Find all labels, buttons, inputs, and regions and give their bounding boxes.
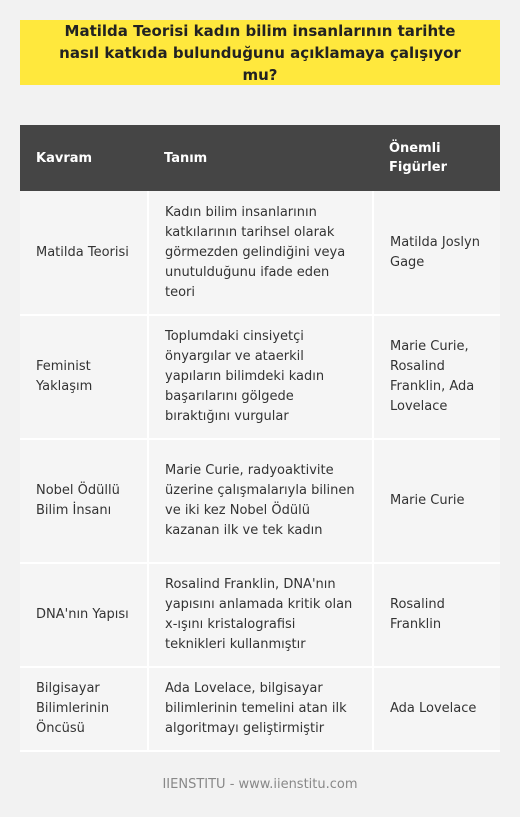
title-banner [20, 20, 500, 85]
figures-cell: Ada Lovelace [373, 667, 500, 751]
definition-cell: Marie Curie, radyoaktivite üzerine çalışmalarıyla bilinen ve iki kez Nobel Ödülü kazanan ilk ve tek kadın [148, 439, 373, 563]
table-row [20, 191, 500, 315]
figures-cell: Marie Curie, Rosalind Franklin, Ada Lovelace [373, 315, 500, 439]
column-header-figures: Önemli Figürler [373, 125, 500, 191]
definition-cell: Ada Lovelace, bilgisayar bilimlerinin temelini atan ilk algoritmayı geliştirmiştir [148, 667, 373, 751]
concepts-table [20, 125, 500, 752]
concept-cell: Bilgisayar Bilimlerinin Öncüsü [20, 667, 148, 751]
table-row [20, 667, 500, 751]
table-row [20, 563, 500, 667]
table-header-row [20, 125, 500, 191]
column-header-concept: Kavram [20, 125, 148, 191]
page-title: Matilda Teorisi kadın bilim insanlarının tarihte nasıl katkıda bulunduğunu açıklamaya çalışıyor mu? [59, 21, 461, 84]
figures-cell: Marie Curie [373, 439, 500, 563]
concept-cell: DNA'nın Yapısı [20, 563, 148, 667]
table-row [20, 439, 500, 563]
figures-cell: Rosalind Franklin [373, 563, 500, 667]
figures-cell: Matilda Joslyn Gage [373, 191, 500, 315]
table-row [20, 315, 500, 439]
concept-cell: Matilda Teorisi [20, 191, 148, 315]
footer-credit: IIENSTITU - www.iienstitu.com [162, 777, 358, 792]
column-header-definition: Tanım [148, 125, 373, 191]
concept-cell: Feminist Yaklaşım [20, 315, 148, 439]
definition-cell: Kadın bilim insanlarının katkılarının tarihsel olarak görmezden gelindiğini veya unutulduğunu ifade eden teori [148, 191, 373, 315]
definition-cell: Toplumdaki cinsiyetçi önyargılar ve ataerkil yapıların bilimdeki kadın başarılarını gölgede bıraktığını vurgular [148, 315, 373, 439]
definition-cell: Rosalind Franklin, DNA'nın yapısını anlamada kritik olan x-ışını kristalografisi teknikleri kullanmıştır [148, 563, 373, 667]
concept-cell: Nobel Ödüllü Bilim İnsanı [20, 439, 148, 563]
